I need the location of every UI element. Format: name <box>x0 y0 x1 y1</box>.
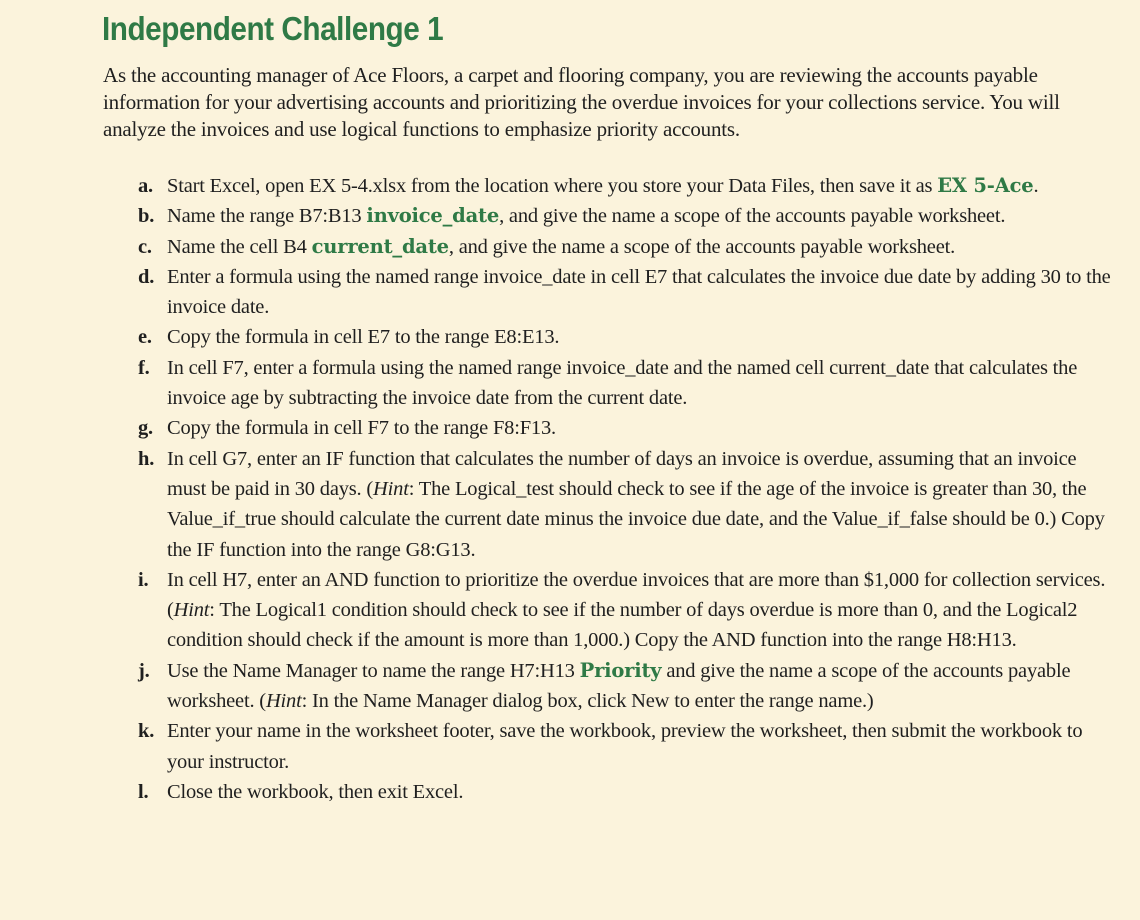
step-text <box>167 171 1117 201</box>
step-text-part: and give the name a scope of the accounts payable worksheet. ( <box>167 659 1071 713</box>
step-b <box>0 201 1117 231</box>
step-f <box>0 353 1117 414</box>
step-letter: h. <box>138 447 155 470</box>
step-text: In cell F7, enter a formula using the named range invoice_date and the named cell current_date that calculates the invoice age by subtracting the invoice date from the current date. <box>167 356 1078 410</box>
step-text <box>167 232 1117 262</box>
step-text-part: Start Excel, open EX 5-4.xlsx from the location where you store your Data Files, then save it as <box>167 175 938 197</box>
step-letter: b. <box>138 205 155 228</box>
step-letter: e. <box>138 326 152 349</box>
step-letter: k. <box>138 720 155 743</box>
step-letter: g. <box>138 417 153 440</box>
hint-label: Hint <box>173 599 210 622</box>
step-text-part: Use the Name Manager to name the range H7:H13 <box>167 659 580 682</box>
step-text-part: : The Logical_test should check to see if the age of the invoice is greater than 30, the Value_if_true should calculate the current date minus the invoice due date, and the Value_if_false should be 0.) Copy the IF function into the range G8:G13. <box>167 477 1105 561</box>
hint-label: Hint <box>265 690 302 713</box>
step-d <box>0 262 1117 323</box>
step-h <box>0 444 1117 565</box>
step-e <box>0 322 1117 352</box>
step-text: Copy the formula in cell F7 to the range F8:F13. <box>167 417 556 440</box>
step-text: Enter a formula using the named range invoice_date in cell E7 that calculates the invoice due date by adding 30 to the invoice date. <box>167 265 1111 319</box>
step-a <box>0 171 1117 201</box>
step-c <box>0 232 1117 262</box>
cell-name-highlight: current_date <box>311 234 449 258</box>
step-j <box>0 656 1117 717</box>
step-l <box>0 777 1117 807</box>
step-text-part: : The Logical1 condition should check to see if the number of days overdue is more than 0, and the Logical2 condition should check if the amount is more than 1,000.) Copy the AND function into the range H8:H13. <box>167 599 1078 652</box>
page-title: Independent Challenge 1 <box>102 10 444 47</box>
step-text <box>167 656 1117 717</box>
step-letter: c. <box>138 235 152 258</box>
step-k <box>0 716 1117 777</box>
step-text-part: Name the range B7:B13 <box>167 205 367 228</box>
hint-label: Hint <box>373 477 409 500</box>
step-text <box>167 201 1117 231</box>
step-text-part: In cell H7, enter an AND function to prioritize the overdue invoices that are more than $1,000 for collection services. ( <box>167 568 1106 622</box>
step-text-part: , and give the name a scope of the accounts payable worksheet. <box>448 235 956 258</box>
step-text-part: . <box>1033 175 1039 197</box>
file-name-highlight: EX 5-Ace <box>937 174 1034 197</box>
step-text-part: : In the Name Manager dialog box, click New to enter the range name.) <box>301 690 874 713</box>
range-name-highlight: Priority <box>579 658 662 682</box>
intro-paragraph: As the accounting manager of Ace Floors, a carpet and flooring company, you are reviewing the accounts payable information for your advertising accounts and prioritizing the overdue invoices for your collections service. You will analyze the invoices and use logical functions to emphasize priority accounts. <box>103 63 1060 141</box>
step-i <box>0 565 1117 656</box>
step-text: Enter your name in the worksheet footer, save the workbook, preview the worksheet, then submit the workbook to your instructor. <box>167 720 1083 773</box>
step-text-part: , and give the name a scope of the accounts payable worksheet. <box>499 205 1006 228</box>
step-text-part: Name the cell B4 <box>167 235 312 258</box>
step-letter: a. <box>138 175 153 197</box>
step-text <box>167 565 1117 656</box>
step-text: Copy the formula in cell E7 to the range E8:E13. <box>167 326 560 349</box>
step-g <box>0 413 1117 443</box>
step-letter: f. <box>138 356 150 379</box>
step-text <box>167 444 1117 565</box>
step-text: Close the workbook, then exit Excel. <box>167 780 464 803</box>
step-letter: i. <box>138 568 149 591</box>
step-text-part: In cell G7, enter an IF function that calculates the number of days an invoice is overdue, assuming that an invoice must be paid in 30 days. ( <box>167 447 1077 500</box>
step-letter: d. <box>138 265 155 288</box>
step-letter: l. <box>138 780 149 803</box>
step-letter: j. <box>138 659 150 682</box>
steps-list <box>0 171 1117 807</box>
range-name-highlight: invoice_date <box>366 204 500 228</box>
